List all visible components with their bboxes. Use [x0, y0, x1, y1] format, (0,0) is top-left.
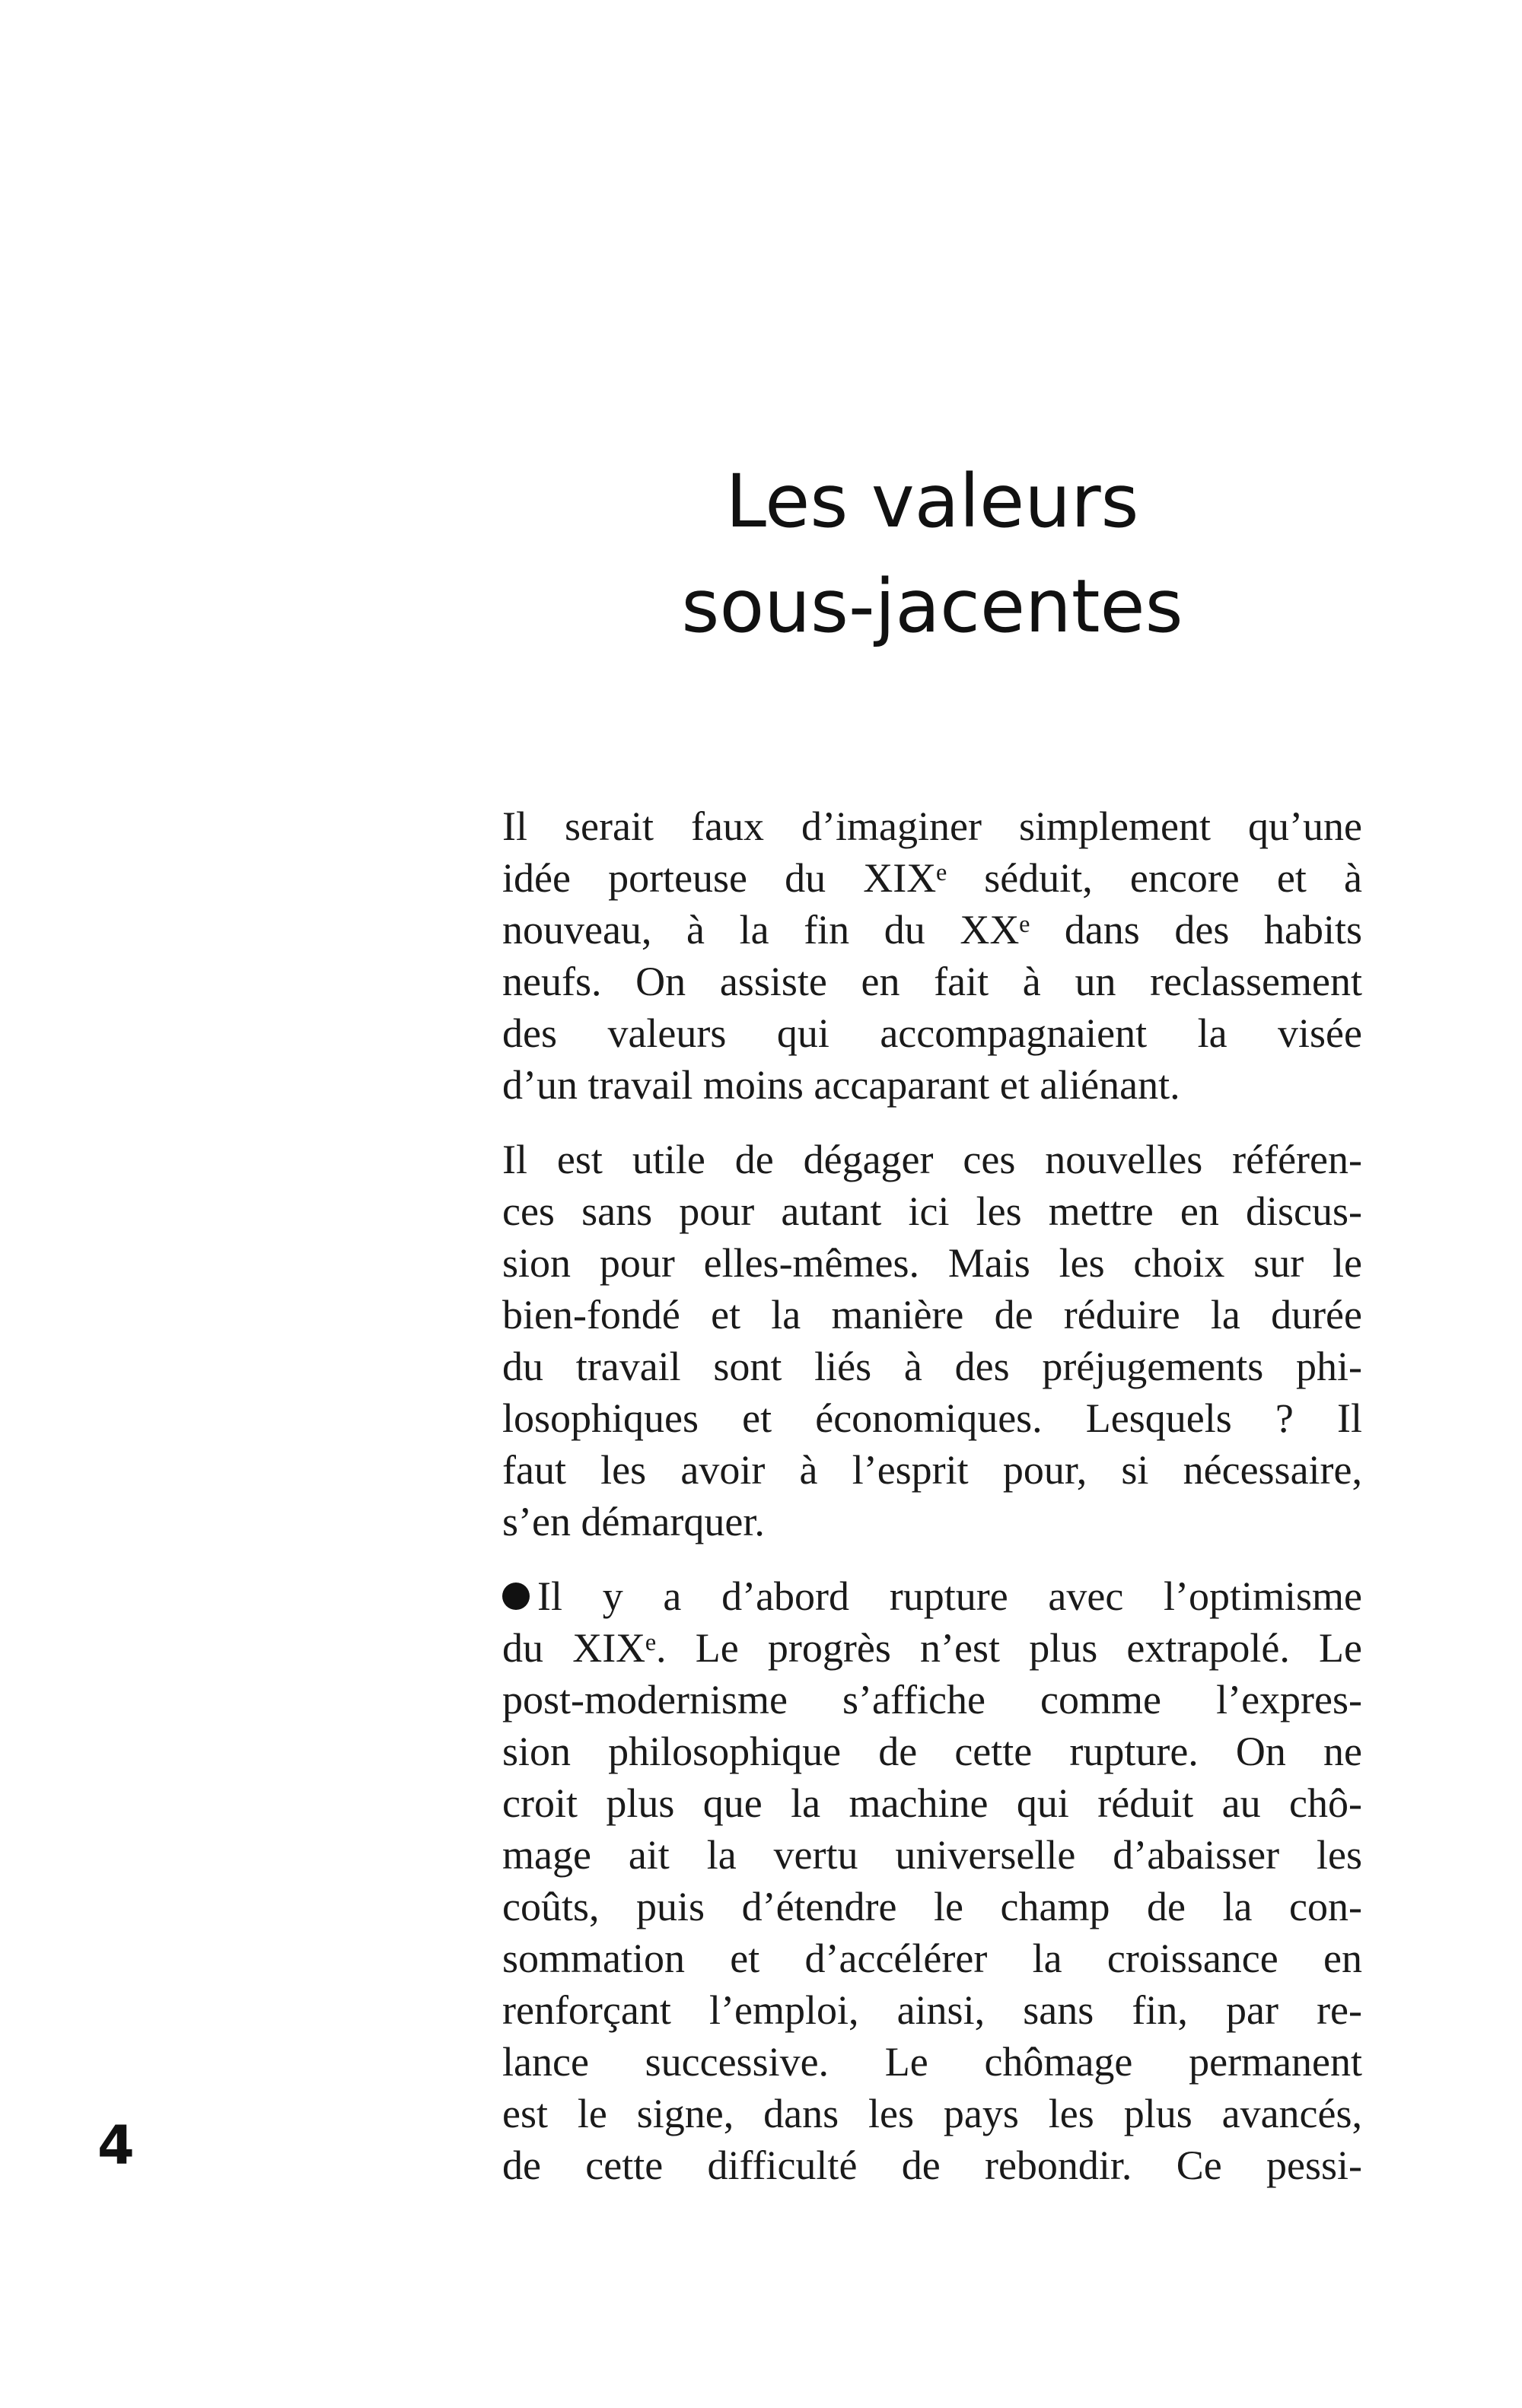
paragraph-1 — [502, 800, 1362, 1111]
paragraph-line: ces sans pour autant ici les mettre en discus- — [502, 1188, 1362, 1234]
paragraph-line: s’en démarquer. — [502, 1499, 765, 1544]
paragraph-line: coûts, puis d’étendre le champ de la con- — [502, 1884, 1362, 1929]
page-number: 4 — [97, 2114, 135, 2177]
bullet-icon — [502, 1583, 530, 1610]
paragraph-line: bien-fondé et la manière de réduire la durée — [502, 1292, 1362, 1338]
paragraph-line: des valeurs qui accompagnaient la visée — [502, 1010, 1362, 1056]
paragraph-line: nouveau, à la fin du XXᵉ dans des habits — [502, 907, 1362, 953]
paragraph-line: faut les avoir à l’esprit pour, si nécessaire, — [502, 1447, 1362, 1493]
paragraph-line: renforçant l’emploi, ainsi, sans fin, par re- — [502, 1987, 1362, 2033]
paragraph-line-text: Il y a d’abord rupture avec l’optimisme — [537, 1573, 1362, 1619]
paragraph-line: Il est utile de dégager ces nouvelles référen- — [502, 1137, 1362, 1182]
paragraph-line: neufs. On assiste en fait à un reclassement — [502, 959, 1362, 1004]
page-title — [533, 449, 1332, 659]
page-title-line-2: sous-jacentes — [681, 564, 1183, 649]
paragraph-line: mage ait la vertu universelle d’abaisser les — [502, 1832, 1362, 1878]
paragraph-line: du travail sont liés à des préjugements phi- — [502, 1344, 1362, 1389]
paragraph-line: de cette difficulté de rebondir. Ce pessi- — [502, 2142, 1362, 2188]
body-text — [502, 800, 1362, 2191]
paragraph-line: sion philosophique de cette rupture. On ne — [502, 1729, 1362, 1774]
paragraph-line: est le signe, dans les pays les plus avancés, — [502, 2091, 1362, 2136]
paragraph-line: d’un travail moins accaparant et aliénant. — [502, 1062, 1180, 1108]
paragraph-line: sion pour elles-mêmes. Mais les choix sur le — [502, 1240, 1362, 1286]
paragraph-line: croit plus que la machine qui réduit au chô- — [502, 1780, 1362, 1826]
paragraph-2 — [502, 1134, 1362, 1548]
paragraph-3 — [502, 1570, 1362, 2191]
paragraph-line: sommation et d’accélérer la croissance en — [502, 1936, 1362, 1981]
paragraph-line: lance successive. Le chômage permanent — [502, 2039, 1362, 2085]
paragraph-line: losophiques et économiques. Lesquels ? Il — [502, 1395, 1362, 1441]
paragraph-line: post-modernisme s’affiche comme l’expres- — [502, 1677, 1362, 1722]
paragraph-line: du XIXᵉ. Le progrès n’est plus extrapolé. Le — [502, 1625, 1362, 1671]
paragraph-line-with-bullet — [502, 1570, 1362, 1622]
paragraph-line: Il serait faux d’imaginer simplement qu’une — [502, 803, 1362, 849]
paragraph-line: idée porteuse du XIXᵉ séduit, encore et à — [502, 855, 1362, 901]
page-title-line-1: Les valeurs — [725, 459, 1139, 544]
